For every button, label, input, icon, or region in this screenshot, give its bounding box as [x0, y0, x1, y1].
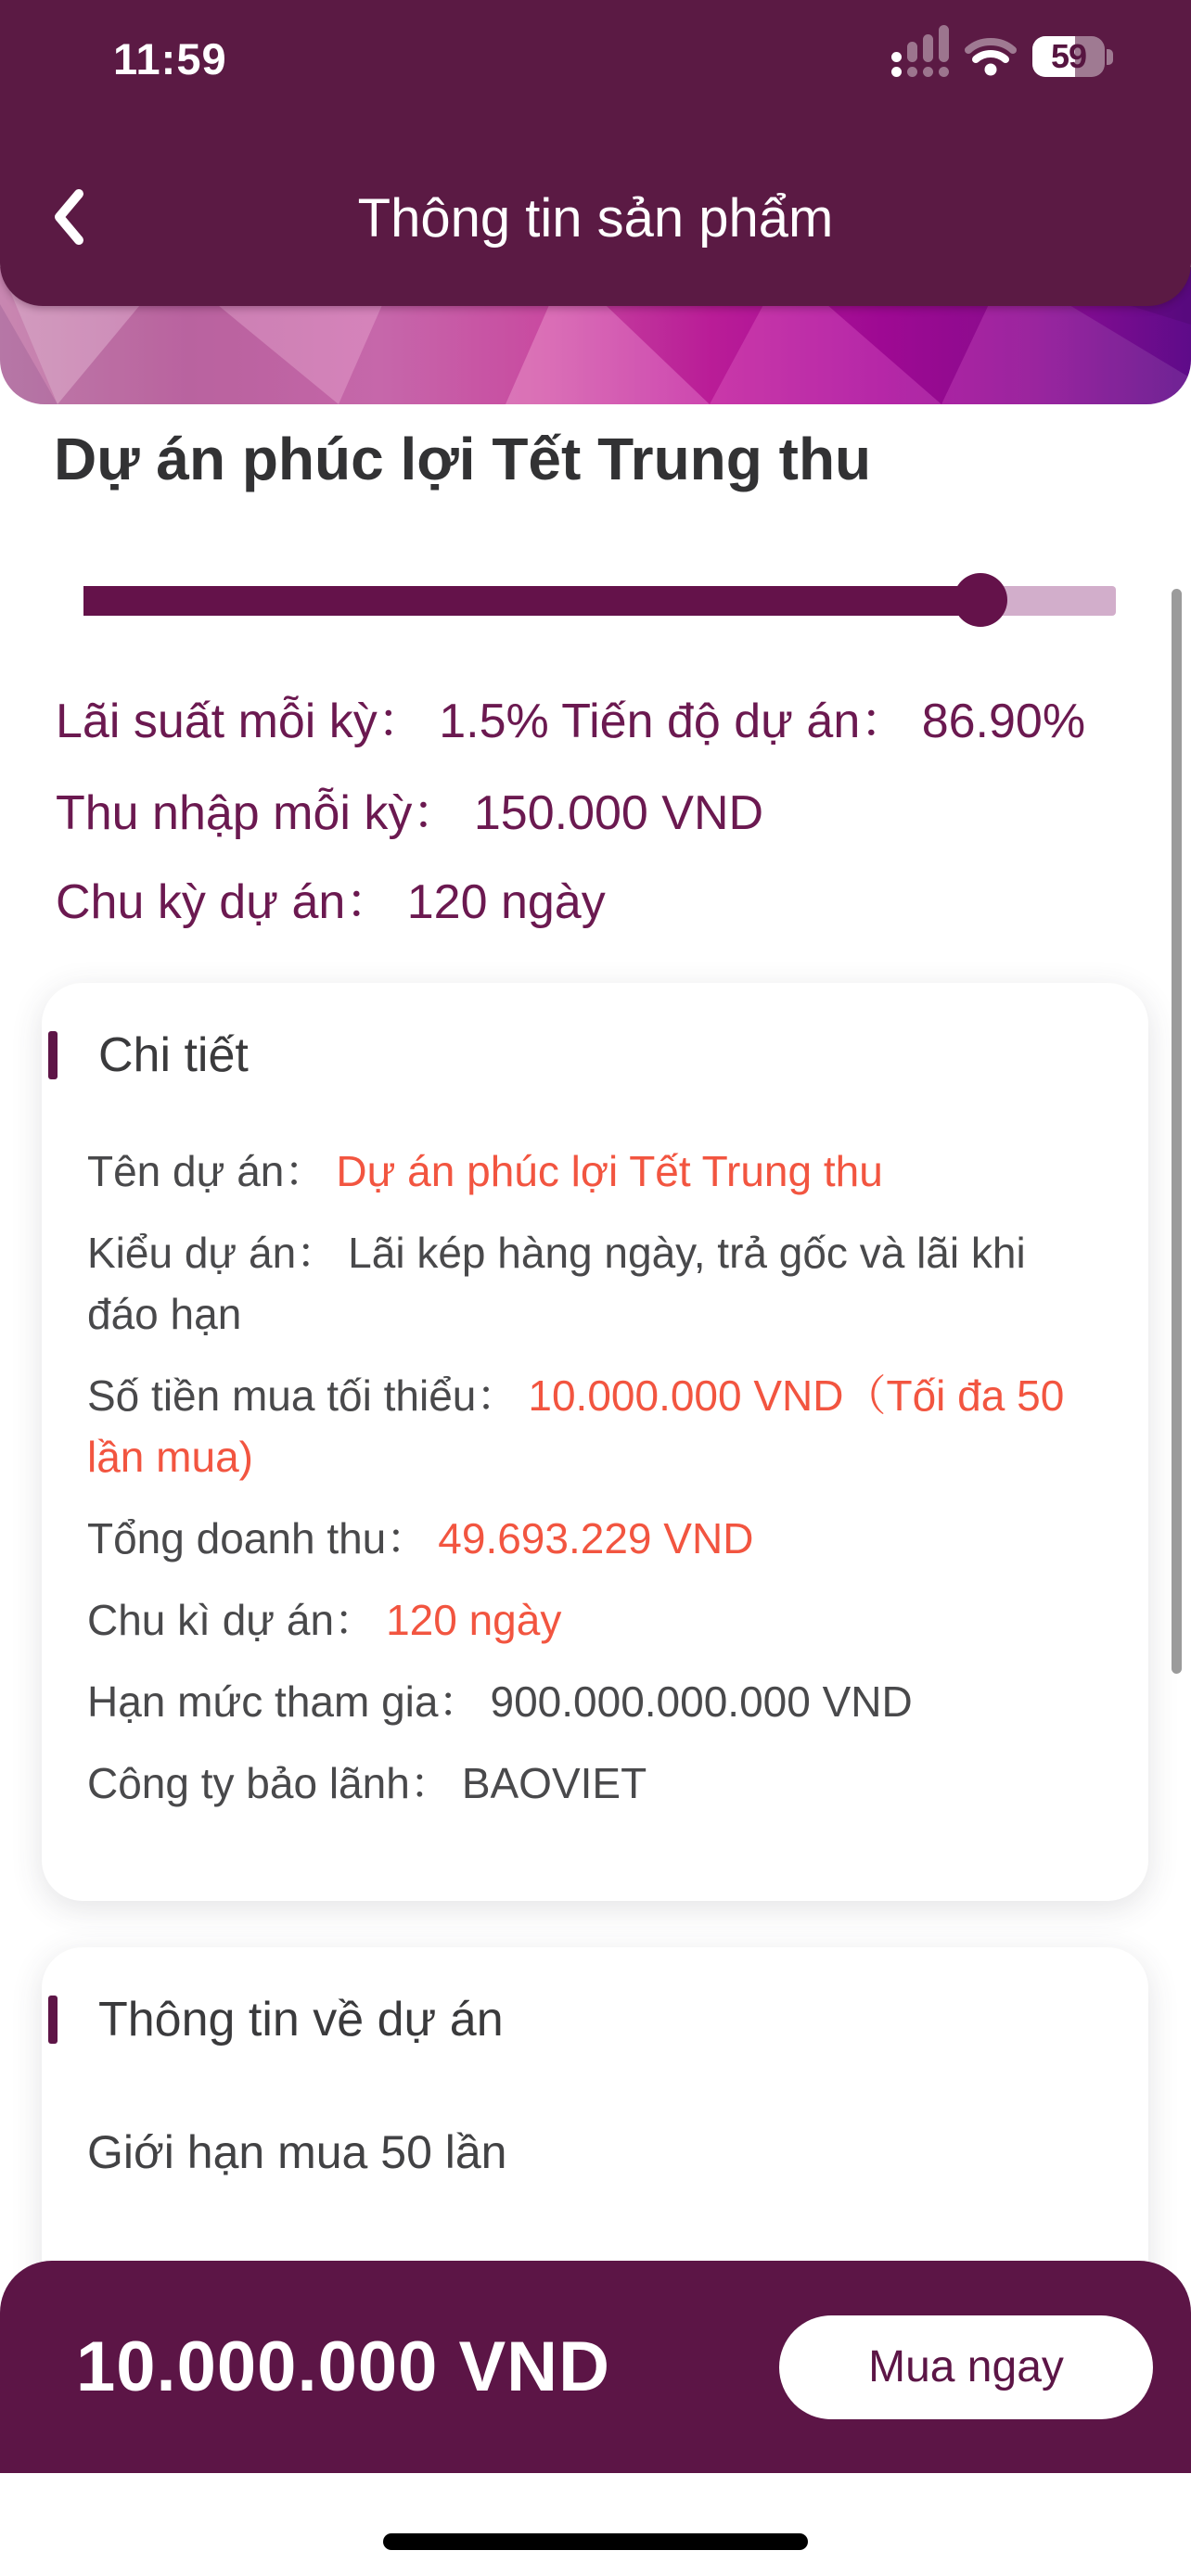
details-row — [87, 1365, 1096, 1487]
home-indicator[interactable] — [383, 2533, 808, 2550]
battery-icon — [1032, 36, 1113, 77]
row-value: 120 ngày — [386, 1596, 562, 1644]
row-value: 49.693.229 VND — [438, 1514, 754, 1562]
progress-fill — [83, 586, 980, 616]
row-value: BAOVIET — [461, 1759, 647, 1807]
details-row — [87, 1508, 1096, 1569]
details-rows — [87, 1141, 1096, 1814]
details-row — [87, 1222, 1096, 1345]
purchase-amount: 10.000.000 VND — [76, 2327, 610, 2406]
details-card — [42, 983, 1148, 1901]
details-card-header — [48, 1027, 1148, 1083]
row-value: 900.000.000.000 VND — [490, 1677, 913, 1726]
row-value: Lãi kép hàng ngày, trả gốc và lãi khi đáo hạn — [87, 1229, 1026, 1338]
row-label: Chu kì dự án： — [87, 1596, 378, 1644]
wifi-icon — [964, 36, 1018, 77]
project-info-card-title: Thông tin về dự án — [98, 1993, 504, 2047]
page-header-title: Thông tin sản phẩm — [357, 188, 834, 249]
accent-bar — [48, 1031, 58, 1079]
scrollbar[interactable] — [1172, 589, 1182, 1674]
details-row — [87, 1141, 1096, 1202]
header — [0, 0, 1191, 306]
buy-now-label: Mua ngay — [868, 2342, 1064, 2391]
product-title: Dự án phúc lợi Tết Trung thu — [54, 426, 872, 492]
accent-bar — [48, 1996, 58, 2044]
info-line-cycle: Chu kỳ dự án： 120 ngày — [56, 875, 606, 929]
nav-bar — [0, 174, 1191, 267]
details-row — [87, 1671, 1096, 1732]
row-label: Kiểu dự án： — [87, 1229, 339, 1277]
row-label: Hạn mức tham gia： — [87, 1677, 481, 1726]
row-value: 10.000.000 VND（Tối đa 50 lần mua) — [87, 1371, 1065, 1481]
battery-percent: 59 — [1050, 37, 1087, 75]
details-row — [87, 1753, 1096, 1814]
bottom-purchase-bar — [0, 2261, 1191, 2473]
progress-slider[interactable] — [83, 586, 1116, 616]
row-label: Tổng doanh thu： — [87, 1514, 429, 1562]
status-bar — [0, 26, 1191, 87]
purchase-limit-text: Giới hạn mua 50 lần — [87, 2126, 507, 2178]
row-value: Dự án phúc lợi Tết Trung thu — [336, 1147, 883, 1195]
info-line-income: Thu nhập mỗi kỳ： 150.000 VND — [56, 786, 764, 840]
details-row — [87, 1589, 1096, 1651]
project-info-card-header — [48, 1992, 1148, 2047]
cellular-signal-icon — [891, 36, 949, 77]
details-card-title: Chi tiết — [98, 1028, 249, 1082]
status-time: 11:59 — [113, 34, 227, 83]
status-icons — [891, 35, 1113, 78]
info-line-rate-progress: Lãi suất mỗi kỳ： 1.5% Tiến độ dự án： 86.90% — [56, 695, 1086, 748]
row-label: Công ty bảo lãnh： — [87, 1759, 453, 1807]
row-label: Số tiền mua tối thiểu： — [87, 1371, 519, 1420]
buy-now-button[interactable] — [779, 2315, 1153, 2419]
row-label: Tên dự án： — [87, 1147, 327, 1195]
progress-knob[interactable] — [954, 573, 1007, 627]
